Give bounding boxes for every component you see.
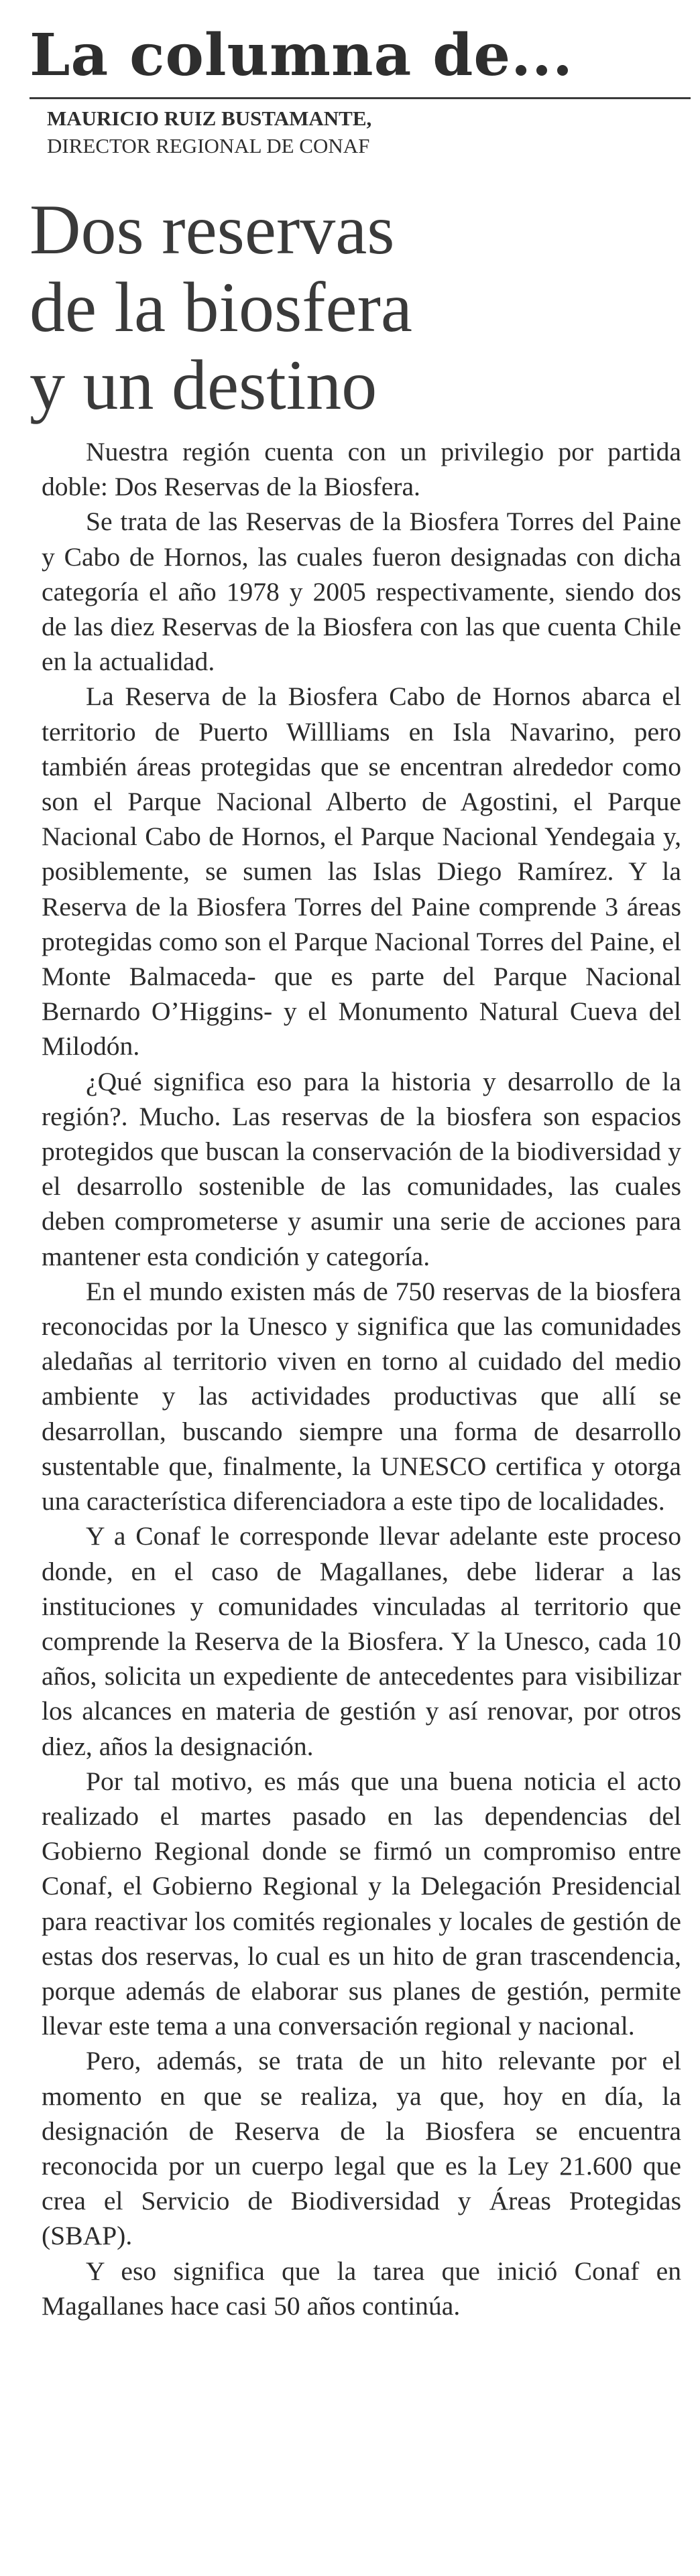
body-paragraph: Se trata de las Reservas de la Biosfera Torres del Paine y Cabo de Hornos, las cuales fueron designadas con dicha categoría el año 1978 y 2005 respectivamente, siendo dos de las diez Reservas de la Biosfera con las que cuenta Chile en la actualidad. [42,507,681,677]
headline-line: Dos reservas [30,190,395,269]
body-paragraph: Nuestra región cuenta con un privilegio por partida doble: Dos Reservas de la Biosfera. [42,437,681,502]
body-paragraph: La Reserva de la Biosfera Cabo de Hornos abarca el territorio de Puerto Willliams en Isla Navarino, pero también áreas protegidas que se encentran alrededor como son el Parque Nacional Alberto de Agostini, el Parque Nacional Cabo de Hornos, el Parque Nacional Yendegaia y, posiblemente, se sumen las Islas Diego Ramírez. Y la Reserva de la Biosfera Torres del Paine comprende 3 áreas protegidas como son el Parque Nacional Torres del Paine, el Monte Balmaceda- que es parte del Parque Nacional Bernardo O’Higgins- y el Monumento Natural Cueva del Milodón. [42,682,681,1061]
headline-line: de la biosfera [30,268,412,346]
title-divider [30,97,691,99]
body-paragraph: ¿Qué significa eso para la historia y desarrollo de la región?. Mucho. Las reservas de la biosfera son espacios protegidos que buscan la conservación de la biodiversidad y el desarrollo sostenible de las comunidades, las cuales deben comprometerse y asumir una serie de acciones para mantener esta condición y categoría. [42,1066,681,1271]
headline-line: y un destino [30,346,377,424]
body-paragraph: Pero, además, se trata de un hito relevante por el momento en que se realiza, ya que, hoy en día, la designación de Reserva de la Biosfera se encuentra reconocida por un cuerpo legal que es la Ley 21.600 que crea el Servicio de Biodiversidad y Áreas Protegidas (SBAP). [42,2046,681,2251]
body-paragraph: En el mundo existen más de 750 reservas de la biosfera reconocidas por la Unesco y significa que las comunidades aledañas al territorio viven en torno al cuidado del medio ambiente y las actividades productivas que allí se desarrollan, buscando siempre una forma de desarrollo sustentable que, finalmente, la UNESCO certifica y otorga una característica diferenciadora a este tipo de localidades. [42,1276,681,1517]
body-paragraph: Por tal motivo, es más que una buena noticia el acto realizado el martes pasado en las dependencias del Gobierno Regional donde se firmó un compromiso entre Conaf, el Gobierno Regional y la Delegación Presidencial para reactivar los comités regionales y locales de gestión de estas dos reservas, lo cual es un hito de gran trascendencia, porque además de elaborar sus planes de gestión, permite llevar este tema a una conversación regional y nacional. [42,1766,681,2041]
author-role: DIRECTOR REGIONAL DE CONAF [47,134,370,157]
body-paragraph: Y eso significa que la tarea que inició Conaf en Magallanes hace casi 50 años continúa. [42,2256,681,2321]
author-name: MAURICIO RUIZ BUSTAMANTE, [47,107,372,130]
article-headline [30,191,412,424]
article-body [42,434,681,2323]
body-paragraph: Y a Conaf le corresponde llevar adelante este proceso donde, en el caso de Magallanes, debe liderar a las instituciones y comunidades vinculadas al territorio que comprende la Reserva de la Biosfera. Y la Unesco, cada 10 años, solicita un expediente de antecedentes para visibilizar los alcances en materia de gestión y así renovar, por otros diez, años la designación. [42,1521,681,1761]
column-section-title: La columna de... [30,21,573,89]
